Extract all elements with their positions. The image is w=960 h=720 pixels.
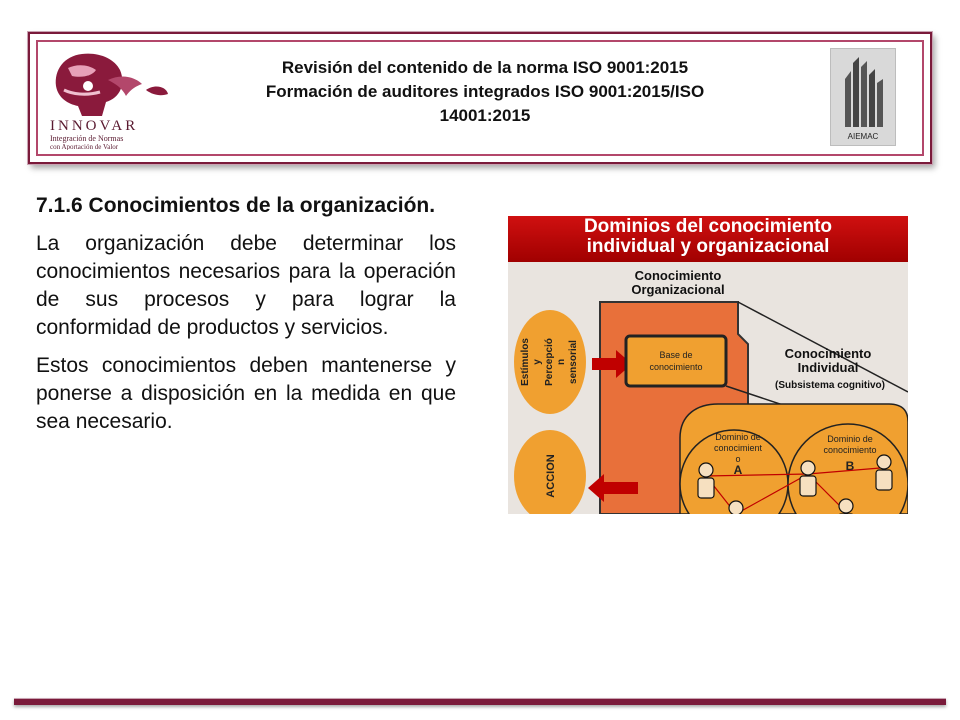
- knowledge-domains-figure: [508, 216, 908, 514]
- domain-b-letter: B: [845, 459, 855, 473]
- org-label-1: Conocimiento: [634, 268, 722, 283]
- org-label-2: Organizacional: [631, 282, 725, 297]
- bottom-divider: [14, 698, 946, 705]
- person-icon-2: [728, 501, 744, 514]
- stimuli-text-1: Estímulos: [520, 338, 531, 386]
- ind-label-2: Individual: [797, 360, 859, 375]
- title-line-3: 14001:2015: [439, 106, 531, 125]
- stimuli-text-2: y: [532, 359, 543, 365]
- stimuli-text-5: sensorial: [568, 340, 579, 384]
- person-icon-5: [876, 455, 892, 490]
- figure-banner-line-2: individual y organizacional: [586, 236, 830, 257]
- stimuli-text-3: Percepció: [544, 338, 555, 386]
- domain-a-letter: A: [733, 463, 743, 477]
- knowledge-base-box: [626, 336, 726, 386]
- domain-a-text-2: conocimient: [713, 443, 763, 453]
- title-line-2: Formación de auditores integrados ISO 9001:2015/ISO: [265, 82, 705, 101]
- svg-text:Integración de Normas: Integración de Normas: [50, 134, 124, 143]
- svg-text:con Aportación de Valor: con Aportación de Valor: [50, 143, 119, 150]
- ind-label-3: (Subsistema cognitivo): [774, 380, 886, 391]
- title-line-1: Revisión del contenido de la norma ISO 9001:2015: [281, 58, 689, 77]
- accion-text: ACCION: [545, 454, 557, 498]
- aiemac-logo: [830, 48, 896, 146]
- domain-b-text-2: conocimiento: [823, 445, 877, 455]
- paragraph-2: Estos conocimientos deben mantenerse y ponerse a disposición en la medida en que sea necesario.: [36, 354, 456, 433]
- figure-diagram: [508, 262, 908, 514]
- domain-b-text-1: Dominio de: [827, 434, 873, 444]
- svg-text:AIEMAC: AIEMAC: [847, 132, 879, 141]
- stimuli-text-4: n: [556, 358, 567, 366]
- innovar-logo: [42, 46, 182, 150]
- svg-text:INNOVAR: INNOVAR: [50, 118, 139, 134]
- figure-banner-line-1: Dominios del conocimiento: [583, 216, 833, 237]
- base-text-2: conocimiento: [649, 362, 703, 372]
- person-icon-1: [698, 463, 714, 498]
- slide-header: [28, 32, 932, 164]
- page-title: [190, 56, 780, 128]
- domain-a-text-3: o: [735, 454, 741, 464]
- body-text: [36, 192, 456, 446]
- paragraph-1: La organización debe determinar los conocimientos necesarios para la operación de sus procesos y para lograr la conformidad de productos y servicios.: [36, 232, 456, 339]
- domain-a-text-1: Dominio de: [715, 432, 761, 442]
- base-text-1: Base de: [659, 350, 693, 360]
- person-icon-3: [800, 461, 816, 496]
- ind-label-1: Conocimiento: [784, 346, 872, 361]
- section-heading: 7.1.6 Conocimientos de la organización.: [36, 194, 436, 217]
